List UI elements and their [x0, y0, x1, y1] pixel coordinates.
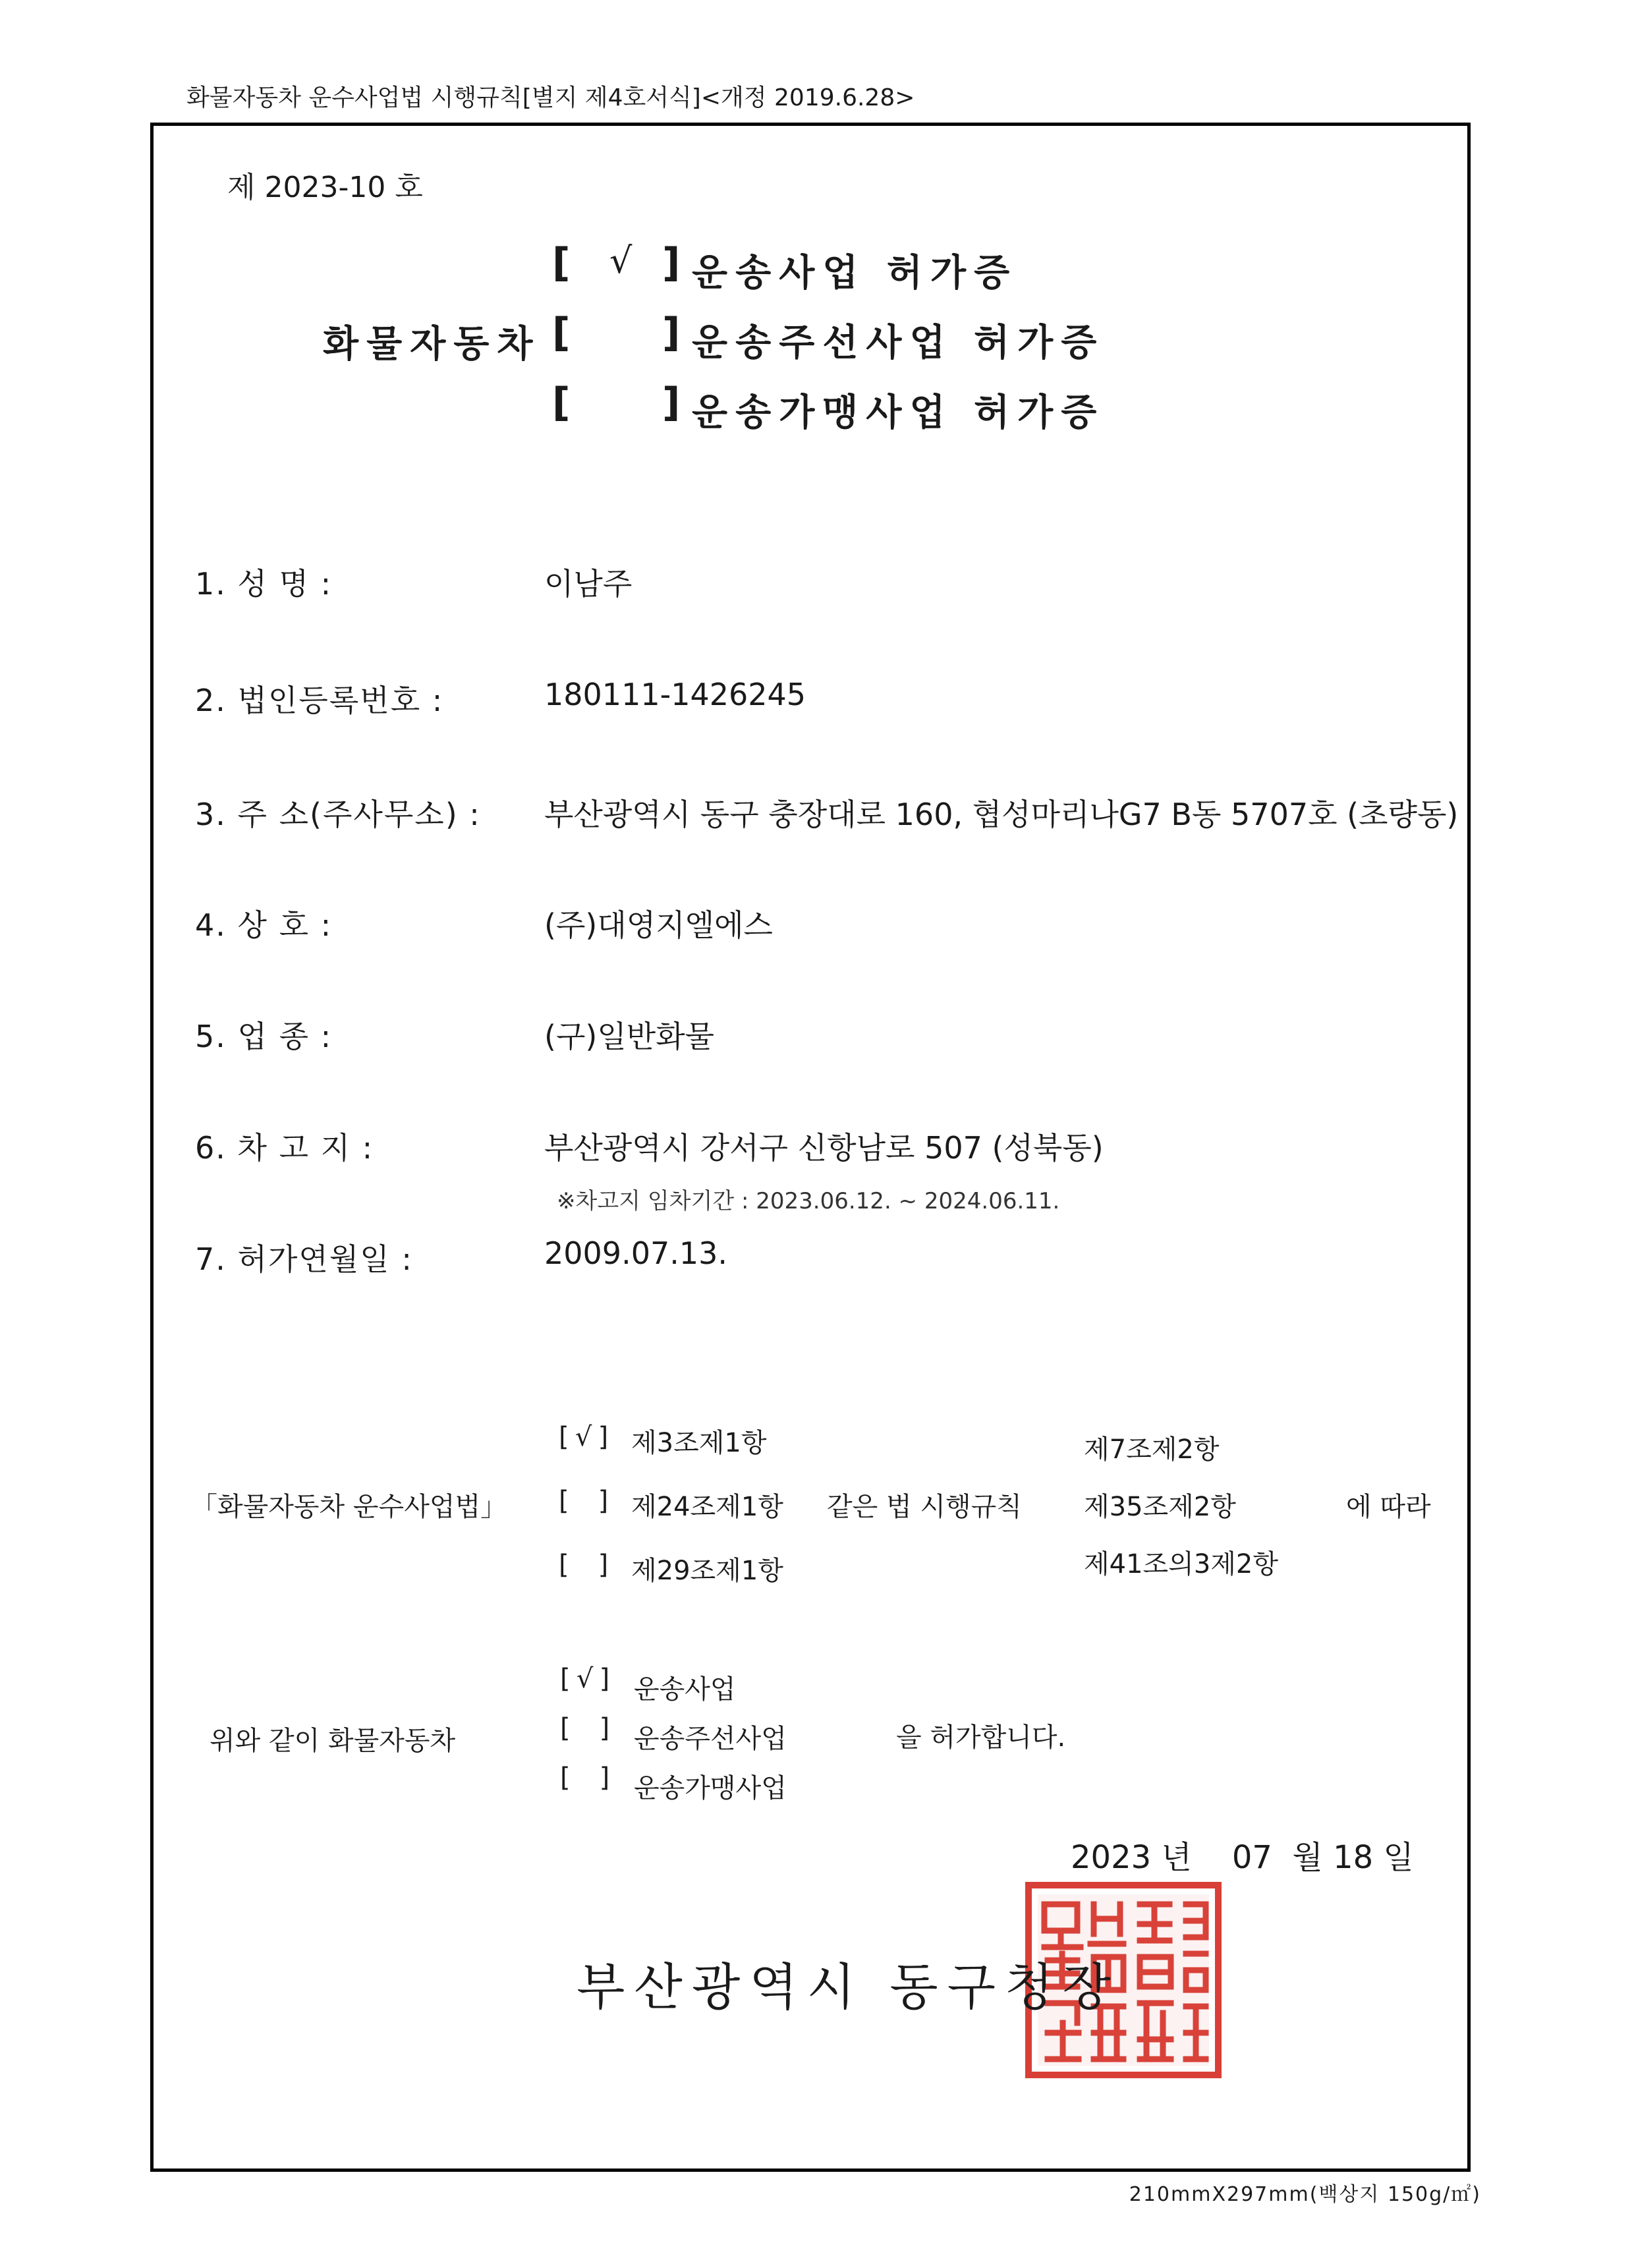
field-name-value: 이남주: [544, 566, 633, 602]
permission-check-3: [ ]: [560, 1763, 610, 1793]
permission-option-franchise: 운송가맹사업: [634, 1773, 787, 1803]
permission-intro: 위와 같이 화물자동차: [210, 1726, 456, 1756]
garage-lease-note: ※차고지 임차기간 : 2023.06.12. ~ 2024.06.11.: [557, 1188, 1060, 1214]
article-mark-1: √: [575, 1422, 592, 1452]
article-check-2: [ ]: [559, 1486, 609, 1516]
same-law-text: 같은 법 시행규칙: [827, 1492, 1022, 1522]
permission-check-1: [ √ ]: [560, 1664, 610, 1694]
rule-article-1: 제7조제2항: [1084, 1434, 1220, 1465]
field-address-label: 3. 주 소(주사무소) :: [195, 797, 481, 832]
issue-year: 2023: [1071, 1839, 1152, 1876]
issue-month: 07: [1231, 1839, 1272, 1876]
title-bracket-close-2: ]: [662, 310, 681, 356]
title-check-1: √: [609, 240, 633, 281]
title-bracket-open-1: [: [552, 240, 571, 286]
title-bracket-open-3: [: [552, 380, 571, 426]
issue-date: [1071, 1832, 1414, 1877]
article-label-3: 제29조제1항: [631, 1556, 783, 1586]
title-prefix: 화물자동차: [323, 323, 541, 366]
field-business-type-label: 5. 업 종 :: [195, 1019, 333, 1054]
field-garage-label: 6. 차 고 지 :: [195, 1130, 374, 1166]
issue-day-unit: 일: [1383, 1839, 1414, 1876]
permission-check-2: [ ]: [560, 1713, 610, 1744]
field-company-label: 4. 상 호 :: [195, 907, 333, 943]
issuer-name: 부산광역시 동구청장: [577, 1958, 1120, 2016]
issue-month-unit: 월: [1292, 1839, 1323, 1876]
permission-option-transport: 운송사업: [634, 1674, 736, 1705]
title-bracket-close-3: ]: [662, 380, 681, 426]
according-text: 에 따라: [1346, 1492, 1431, 1522]
permission-option-brokerage: 운송주선사업: [634, 1724, 787, 1754]
document-number: 제 2023-10 호: [227, 171, 423, 204]
field-corp-reg-label: 2. 법인등록번호 :: [195, 683, 444, 718]
field-permit-date-label: 7. 허가연월일 :: [195, 1241, 413, 1277]
title-bracket-close-1: ]: [662, 240, 681, 286]
field-permit-date-value: 2009.07.13.: [544, 1235, 727, 1271]
title-option-brokerage: 운송주선사업 허가증: [692, 322, 1105, 364]
field-garage-value: 부산광역시 강서구 신항남로 507 (성북동): [544, 1130, 1104, 1166]
permission-ending: 을 허가합니다.: [896, 1722, 1066, 1753]
article-check-3: [ ]: [559, 1550, 609, 1580]
article-label-2: 제24조제1항: [631, 1492, 783, 1522]
rule-article-3: 제41조의3제2항: [1084, 1549, 1278, 1579]
form-header: 화물자동차 운수사업법 시행규칙[별지 제4호서식]<개정 2019.6.28>: [186, 84, 915, 111]
field-corp-reg-value: 180111-1426245: [544, 677, 806, 712]
title-option-transport: 운송사업 허가증: [692, 252, 1018, 295]
paper-spec: 210mmX297mm(백상지 150g/㎡): [1129, 2183, 1481, 2206]
article-check-1: [ √ ]: [559, 1422, 609, 1452]
issue-day: 18: [1333, 1839, 1374, 1876]
field-business-type-value: (구)일반화물: [544, 1019, 715, 1054]
field-address-value: 부산광역시 동구 충장대로 160, 협성마리나G7 B동 5707호 (초량동): [544, 797, 1459, 832]
title-bracket-open-2: [: [552, 310, 571, 356]
permission-mark-1: √: [576, 1664, 594, 1694]
field-name-label: 1. 성 명 :: [195, 566, 333, 602]
title-option-franchise: 운송가맹사업 허가증: [692, 391, 1105, 434]
rule-article-2: 제35조제2항: [1084, 1492, 1236, 1522]
article-label-1: 제3조제1항: [631, 1428, 767, 1458]
field-company-value: (주)대영지엘에스: [544, 907, 773, 943]
law-name: 「화물자동차 운수사업법」: [191, 1492, 507, 1522]
issue-year-unit: 년: [1161, 1839, 1192, 1876]
